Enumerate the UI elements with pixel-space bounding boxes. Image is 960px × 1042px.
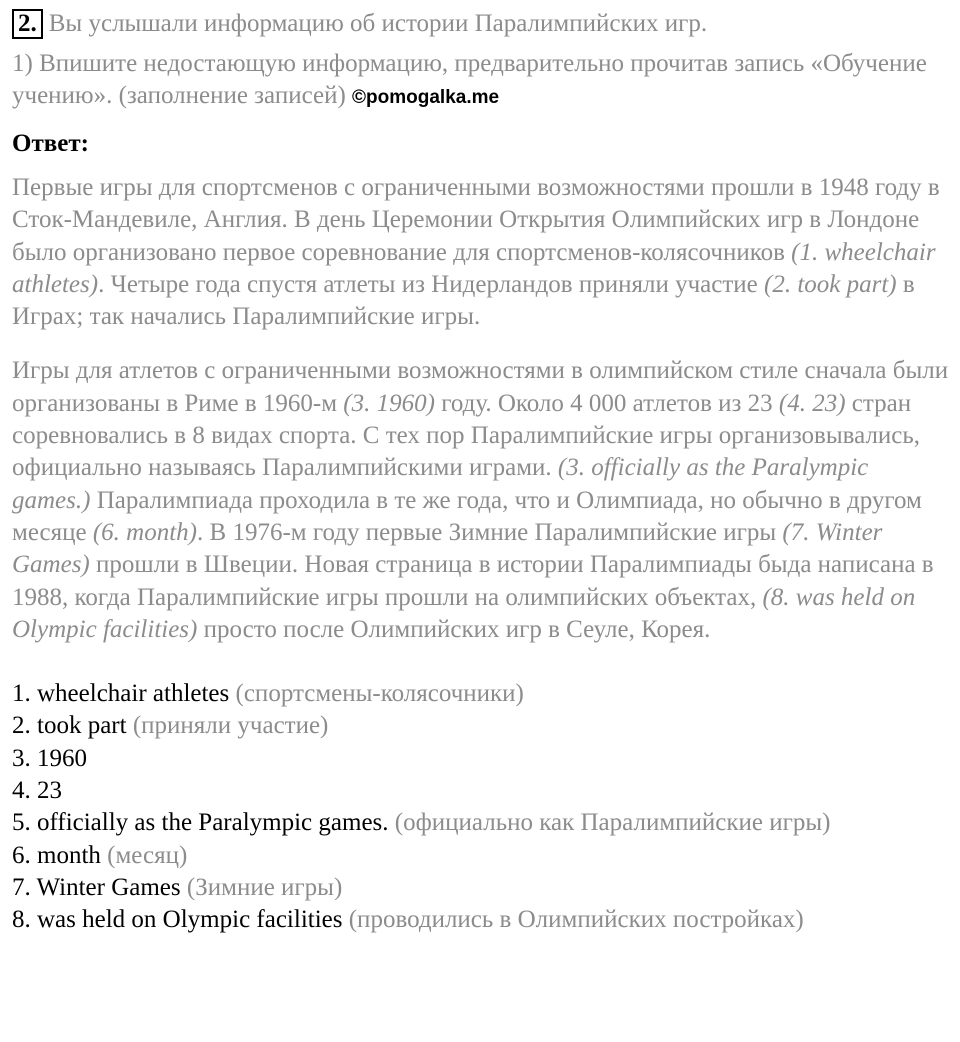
answer-insert-3: (3. 1960) [343, 389, 435, 417]
paragraph-2-text-4: Паралимпиада проходила в те же года, что и Олимпиада, но обычно в другом месяце [12, 486, 922, 546]
answer-en: 1. wheelchair athletes [12, 680, 230, 708]
answer-ru: (Зимние игры) [180, 873, 343, 901]
list-item [12, 775, 952, 807]
answer-en: 2. took part [12, 712, 127, 740]
paragraph-2 [12, 355, 952, 646]
answer-list [12, 678, 952, 936]
answer-ru: (приняли участие) [126, 712, 329, 740]
paragraph-2-text-3: стран соревновались в 8 видах спорта. С тех пор Паралимпийские игры организовывались, официально называясь Паралимпийскими играми. [12, 389, 921, 482]
answer-ru: (официально как Паралимпийские игры) [388, 809, 831, 837]
answer-en: 5. officially as the Paralympic games. [12, 809, 389, 837]
answer-ru: (месяц) [100, 841, 188, 869]
answer-en: 8. was held on Olympic facilities [12, 906, 343, 934]
task-title: Вы услышали информацию об истории Паралимпийских игр. [48, 10, 708, 37]
answer-en: 6. month [12, 841, 101, 869]
paragraph-2-text-6: прошли в Швеции. Новая страница в истории Паралимпиады быда написана в 1988, когда Паралимпийские игры прошли на олимпийских объектах, [12, 551, 934, 611]
answer-en: 4. 23 [12, 777, 62, 805]
answer-en: 3. 1960 [12, 744, 87, 772]
answer-insert-7: (7. Winter Games) [12, 518, 883, 579]
worksheet-page [12, 8, 952, 937]
answer-heading: Ответ: [12, 130, 89, 157]
paragraph-1-text-2: . Четыре года спустя атлеты из Нидерландов приняли участие [98, 270, 764, 298]
list-item [12, 904, 952, 936]
paragraph-1-text-1: Первые игры для спортсменов с ограниченными возможностями прошли в 1948 году в Сток-Мандевиле, Англия. В день Церемонии Открытия Олимпийских игр в Лондоне было организовано первое соревнование для спортсменов-колясочников [12, 174, 940, 266]
answer-insert-1: (1. wheelchair athletes) [12, 238, 936, 298]
answer-ru: (проводились в Олимпийских постройках) [342, 906, 804, 934]
list-item [12, 840, 952, 872]
answer-insert-6: (6. month) [92, 518, 198, 546]
list-item [12, 710, 952, 742]
list-item [12, 807, 952, 839]
answer-insert-5: (3. officially as the Paralympic games.) [12, 454, 869, 514]
task-number-box: 2. [12, 9, 43, 39]
paragraph-2-text-2: году. Около 4 000 атлетов из 23 [434, 389, 779, 417]
instruction-text: 1) Впишите недостающую информацию, предварительно прочитав запись «Обучение учению». (заполнение записей) [12, 50, 927, 109]
list-item [12, 872, 952, 904]
answer-ru: (спортсмены-колясочники) [229, 680, 524, 708]
answer-insert-8: (8. was held on Olympic facilities) [12, 583, 916, 643]
paragraph-2-text-1: Игры для атлетов с ограниченными возможностями в олимпийском стиле сначала были организованы в Риме в 1960-м [12, 357, 949, 417]
paragraph-2-text-7: просто после Олимпийских игр в Сеуле, Корея. [197, 615, 711, 643]
site-watermark: ©pomogalka.me [352, 87, 500, 108]
answer-insert-2: (2. took part) [764, 270, 897, 298]
paragraph-2-text-5: . В 1976-м году первые Зимние Паралимпийские игры [197, 518, 783, 546]
task-instruction [12, 48, 952, 114]
list-item [12, 678, 952, 710]
answer-en: 7. Winter Games [12, 873, 181, 901]
paragraph-1 [12, 172, 952, 333]
task-header [12, 8, 952, 40]
list-item [12, 743, 952, 775]
answer-insert-4: (4. 23) [778, 389, 846, 417]
paragraph-1-text-3: в Играх; так начались Паралимпийские игры. [12, 270, 915, 331]
